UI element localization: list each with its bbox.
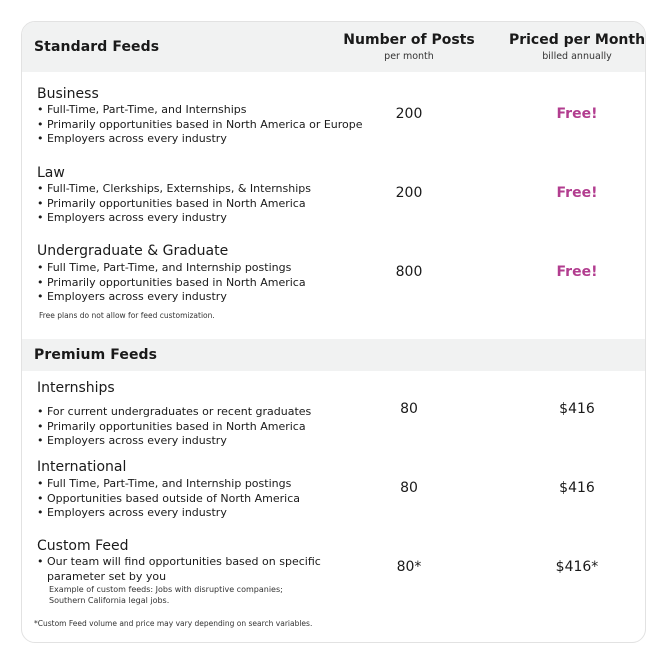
bullet-item: • Primarily opportunities based in North America or Europe [37, 117, 363, 131]
pricing-card [21, 21, 646, 643]
bullet-item: • Full Time, Part-Time, and Internship postings [37, 261, 292, 274]
feed-title-custom-feed: Custom Feed [37, 538, 129, 554]
feed-bullets-law [37, 182, 311, 226]
bullet-item: • For current undergraduates or recent graduates [37, 405, 312, 418]
feed-title-international: International [37, 459, 127, 475]
custom-feed-example-line-2: Southern California legal jobs. [49, 596, 170, 605]
price-value-custom-feed: $416* [555, 559, 599, 575]
price-column-heading: Priced per Month [508, 32, 646, 48]
posts-value-international: 80 [400, 480, 418, 496]
posts-column-heading: Number of Posts [343, 32, 475, 48]
feed-bullets-undergraduate-graduate [37, 261, 306, 305]
bullet-item: • Full Time, Part-Time, and Internship postings [37, 477, 292, 490]
price-value-international: $416 [559, 480, 595, 496]
bullet-item: • Primarily opportunities based in North America [37, 419, 306, 433]
bullet-item: • Primarily opportunities based in North America [37, 275, 306, 289]
bullet-item: • Full-Time, Part-Time, and Internships [37, 103, 247, 116]
posts-value-law: 200 [395, 185, 423, 201]
feed-bullets-custom-feed [37, 555, 321, 606]
free-plan-note: Free plans do not allow for feed customization. [39, 311, 215, 320]
custom-feed-example-line-1: Example of custom feeds: Jobs with disruptive companies; [49, 585, 283, 594]
posts-value-business: 200 [395, 106, 423, 122]
posts-value-custom-feed: 80* [396, 559, 422, 575]
bullet-item: • Opportunities based outside of North America [37, 491, 301, 505]
posts-column-subheading: per month [384, 51, 434, 62]
price-value-business: Free! [556, 106, 598, 122]
feed-title-internships: Internships [37, 380, 115, 396]
bullet-item: • Full-Time, Clerkships, Externships, & Internships [37, 182, 311, 195]
posts-value-internships: 80 [400, 401, 418, 417]
feed-bullets-business [37, 103, 363, 147]
feed-bullets-internships [37, 405, 311, 449]
bullet-item: • Primarily opportunities based in North America [37, 196, 306, 210]
bullet-item: • Employers across every industry [37, 211, 227, 224]
price-value-internships: $416 [559, 401, 595, 417]
bullet-item: • Our team will find opportunities based on specific [37, 555, 321, 568]
feed-title-business: Business [37, 86, 99, 102]
feed-title-undergraduate-graduate: Undergraduate & Graduate [37, 243, 229, 259]
feed-title-law: Law [37, 165, 65, 181]
feed-bullets-international [37, 477, 300, 521]
bullet-item: • Employers across every industry [37, 434, 227, 447]
bullet-continuation: parameter set by you [47, 569, 167, 583]
standard-feeds-heading: Standard Feeds [34, 39, 160, 55]
premium-feeds-heading: Premium Feeds [34, 347, 158, 363]
bullet-item: • Employers across every industry [37, 506, 227, 519]
custom-feed-note: *Custom Feed volume and price may vary depending on search variables. [34, 619, 313, 628]
price-value-undergraduate-graduate: Free! [556, 264, 598, 280]
bullet-item: • Employers across every industry [37, 132, 227, 145]
bullet-item: • Employers across every industry [37, 290, 227, 303]
price-value-law: Free! [556, 185, 598, 201]
price-column-subheading: billed annually [542, 51, 612, 62]
posts-value-undergraduate-graduate: 800 [395, 264, 423, 280]
